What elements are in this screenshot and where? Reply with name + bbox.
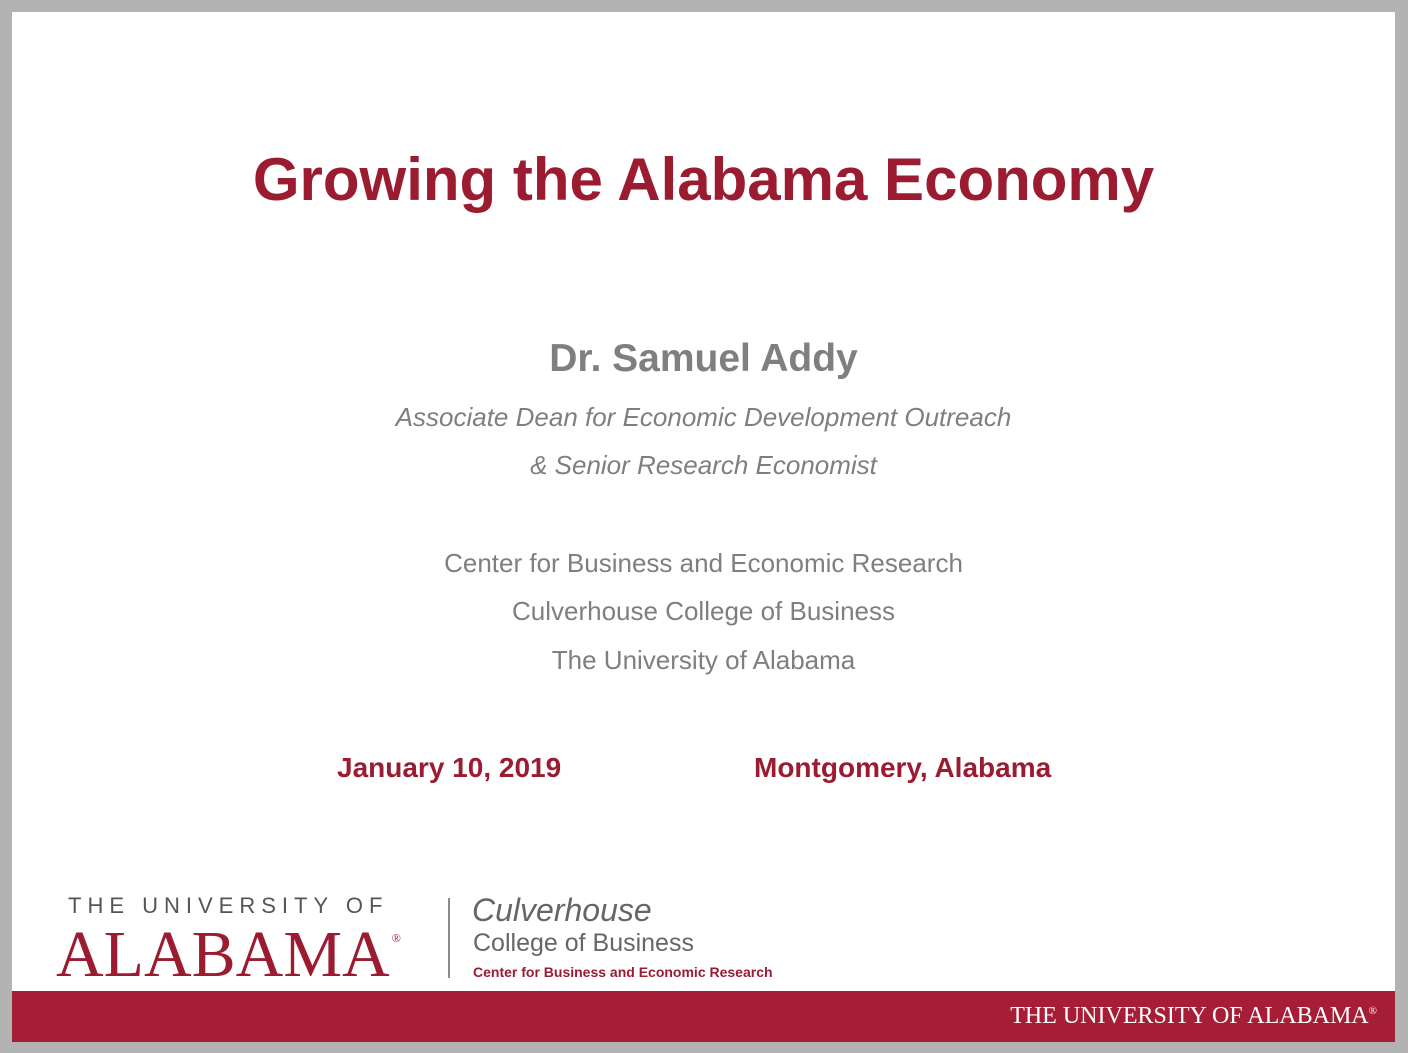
org-line-university: The University of Alabama <box>551 645 856 675</box>
college-subtitle: College of Business <box>473 929 694 957</box>
org-line-college: Culverhouse College of Business <box>512 596 895 626</box>
presentation-location: Montgomery, Alabama <box>754 752 1052 783</box>
center-name: Center for Business and Economic Research <box>473 964 773 980</box>
logo-university-prefix: THE UNIVERSITY OF <box>68 893 389 918</box>
author-role-line2: & Senior Research Economist <box>530 450 877 480</box>
logo-divider <box>448 898 450 978</box>
slide <box>12 12 1395 1042</box>
logo-alabama-wordmark <box>56 917 401 993</box>
footer-registered-mark: ® <box>1368 1005 1377 1017</box>
org-line-center: Center for Business and Economic Research <box>444 548 963 578</box>
presentation-date: January 10, 2019 <box>337 752 562 783</box>
slide-title: Growing the Alabama Economy <box>252 146 1155 213</box>
author-name: Dr. Samuel Addy <box>549 337 858 380</box>
logo-registered-mark: ® <box>391 931 401 945</box>
footer-bar <box>12 991 1395 1042</box>
college-name: Culverhouse <box>472 892 652 928</box>
footer-university-name <box>1010 1003 1377 1030</box>
author-role-line1: Associate Dean for Economic Development Outreach <box>395 402 1012 432</box>
footer-text: THE UNIVERSITY OF ALABAMA <box>1010 1003 1369 1029</box>
logo-alabama-text: ALABAMA <box>56 918 390 991</box>
